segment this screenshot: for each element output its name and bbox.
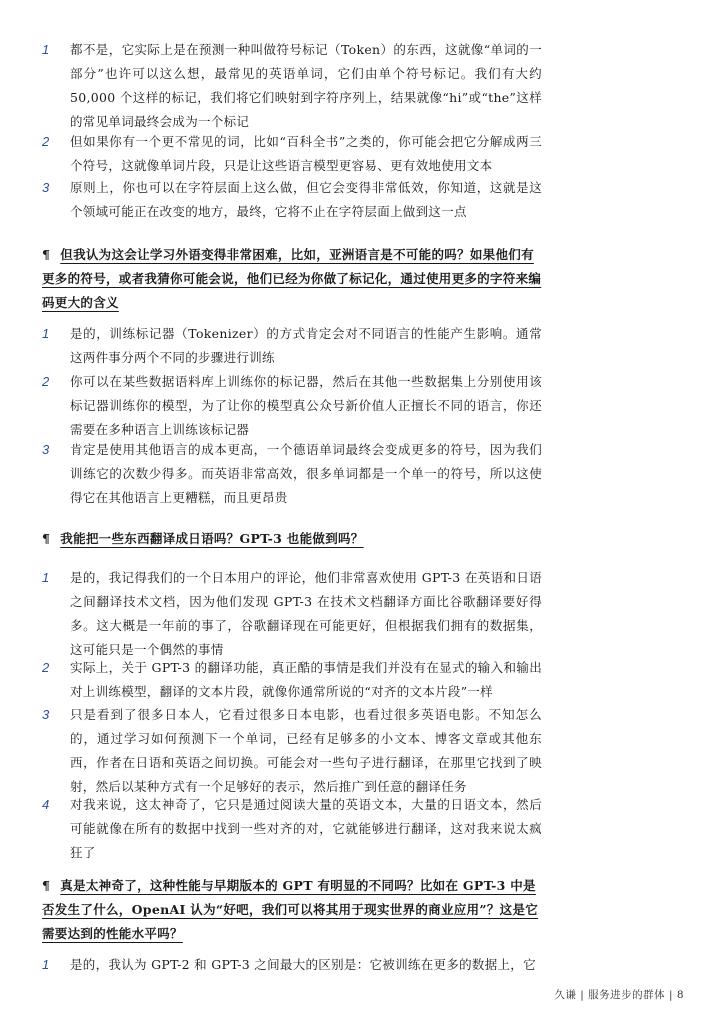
list-text: 都不是，它实际上是在预测一种叫做符号标记（Token）的东西，这就像“单词的一部分”也许可以这么想，最常见的英语单词，它们由单个符号标记。我们有大约 50,000 个这样的标记，我们将它们映射到字符序列上，结果就像“hi”或“the”这样的常见单词最终会成为一个标记 bbox=[70, 42, 542, 129]
list-text: 对我来说，这太神奇了，它只是通过阅读大量的英语文本，大量的日语文本，然后可能就像在所有的数据中找到一些对齐的对，它就能够进行翻译，这对我来说太疯狂了 bbox=[70, 797, 542, 860]
list-number: 1 bbox=[42, 42, 50, 57]
list-number: 4 bbox=[42, 797, 50, 812]
list-number: 1 bbox=[42, 570, 50, 585]
pilcrow-icon: ¶ bbox=[42, 878, 51, 893]
list-text: 但如果你有一个更不常见的词，比如“百科全书”之类的，你可能会把它分解成两三个符号，这就像单词片段，只是让这些语言模型更容易、更有效地使用文本 bbox=[70, 134, 542, 173]
list-number: 2 bbox=[42, 374, 50, 389]
question-text: 真是太神奇了，这种性能与早期版本的 GPT 有明显的不同吗？比如在 GPT-3 中是否发生了什么，OpenAI 认为“好吧，我们可以将其用于现实世界的商业应用”？这是它需要达到的性能水平吗？ bbox=[42, 878, 539, 941]
list-number: 3 bbox=[42, 180, 50, 195]
list-item bbox=[42, 130, 542, 178]
list-text: 只是看到了很多日本人，它看过很多日本电影，也看过很多英语电影。不知怎么的，通过学习如何预测下一个单词，已经有足够多的小文本、博客文章或其他东西，作者在日语和英语之间切换。可能会对一些句子进行翻译，在那里它找到了映射，然后以某种方式有一个足够好的表示，然后推广到任意的翻译任务 bbox=[70, 707, 542, 794]
list-number: 3 bbox=[42, 707, 50, 722]
list-item bbox=[42, 793, 542, 865]
list-text: 是的，训练标记器（Tokenizer）的方式肯定会对不同语言的性能产生影响。通常这两件事分两个不同的步骤进行训练 bbox=[70, 326, 542, 365]
question-heading bbox=[42, 874, 542, 946]
list-item bbox=[42, 656, 542, 704]
page-footer: 久谦 | 服务进步的群体 | 8 bbox=[554, 989, 684, 1001]
list-item bbox=[42, 953, 542, 977]
list-number: 2 bbox=[42, 134, 50, 149]
list-number: 3 bbox=[42, 442, 50, 457]
list-text: 是的，我认为 GPT-2 和 GPT-3 之间最大的区别是：它被训练在更多的数据上，它 bbox=[70, 957, 536, 972]
list-item bbox=[42, 370, 542, 442]
list-number: 1 bbox=[42, 957, 50, 972]
question-heading bbox=[42, 243, 542, 315]
question-text: 但我认为这会让学习外语变得非常困难，比如，亚洲语言是不可能的吗？如果他们有更多的符号，或者我猜你可能会说，他们已经为你做了标记化，通过使用更多的字符来编码更大的含义 bbox=[42, 247, 542, 310]
list-text: 肯定是使用其他语言的成本更高，一个德语单词最终会变成更多的符号，因为我们训练它的次数少得多。而英语非常高效，很多单词都是一个单一的符号，所以这使得它在其他语言上更糟糕，而且更昂贵 bbox=[70, 442, 542, 505]
list-item bbox=[42, 38, 542, 134]
question-text: 我能把一些东西翻译成日语吗？GPT-3 也能做到吗？ bbox=[60, 531, 364, 546]
list-item bbox=[42, 438, 542, 510]
list-text: 是的，我记得我们的一个日本用户的评论，他们非常喜欢使用 GPT-3 在英语和日语之间翻译技术文档，因为他们发现 GPT-3 在技术文档翻译方面比谷歌翻译要好得多。这大概是一年前的事了，谷歌翻译现在可能更好，但根据我们拥有的数据集，这可能只是一个偶然的事情 bbox=[70, 570, 542, 657]
list-item bbox=[42, 566, 542, 662]
pilcrow-icon: ¶ bbox=[42, 247, 51, 262]
pilcrow-icon: ¶ bbox=[42, 531, 51, 546]
question-heading bbox=[42, 527, 542, 551]
list-number: 2 bbox=[42, 660, 50, 675]
list-number: 1 bbox=[42, 326, 50, 341]
list-item bbox=[42, 176, 542, 224]
list-text: 你可以在某些数据语料库上训练你的标记器，然后在其他一些数据集上分别使用该标记器训练你的模型，为了让你的模型真公众号新价值人正擅长不同的语言，你还需要在多种语言上训练该标记器 bbox=[70, 374, 542, 437]
list-item bbox=[42, 322, 542, 370]
list-text: 原则上，你也可以在字符层面上这么做，但它会变得非常低效，你知道，这就是这个领域可能正在改变的地方，最终，它将不止在字符层面上做到这一点 bbox=[70, 180, 542, 219]
list-text: 实际上，关于 GPT-3 的翻译功能，真正酷的事情是我们并没有在显式的输入和输出对上训练模型，翻译的文本片段，就像你通常所说的“对齐的文本片段”一样 bbox=[70, 660, 542, 699]
list-item bbox=[42, 703, 542, 799]
